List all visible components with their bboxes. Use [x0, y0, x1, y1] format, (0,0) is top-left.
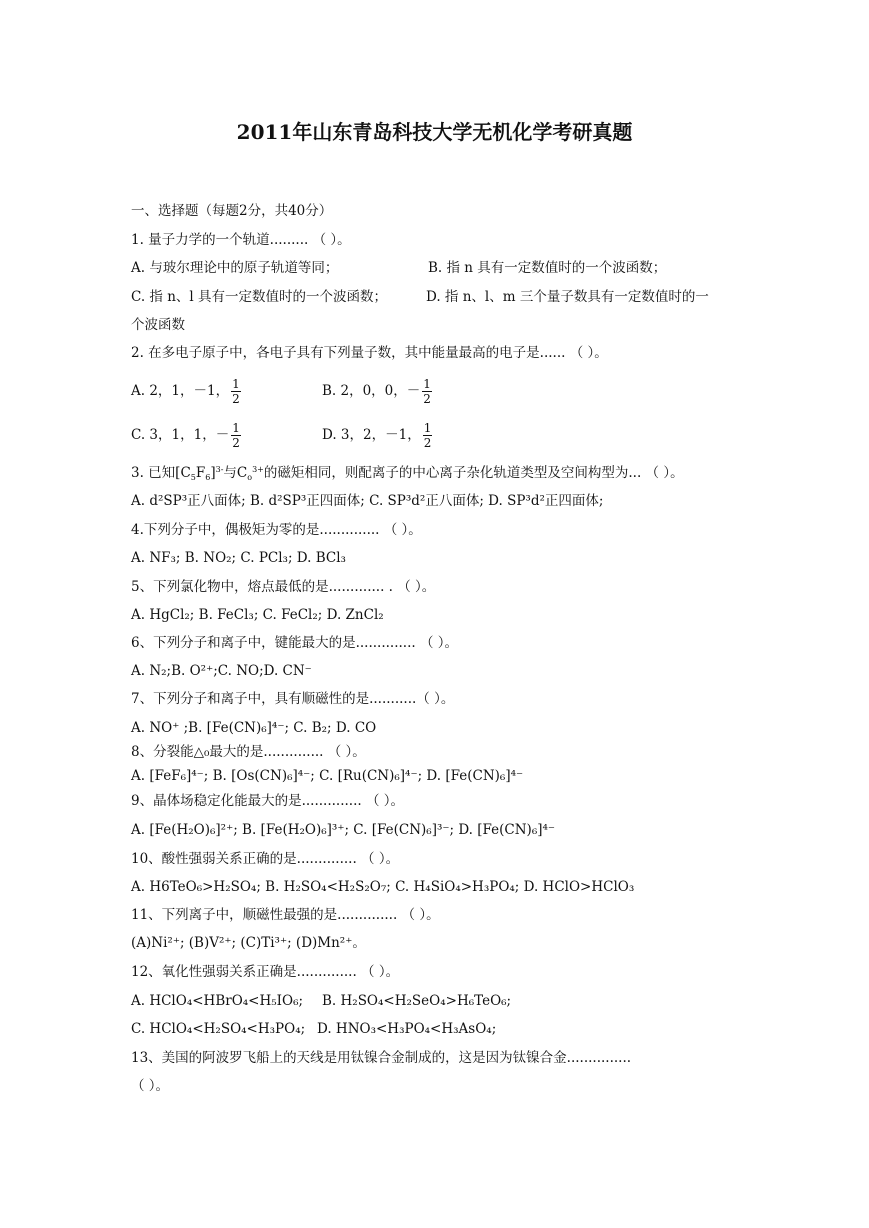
q1-option-b: B. 指 n 具有一定数值时的一个波函数； — [428, 260, 667, 276]
fraction — [422, 377, 432, 406]
q2-option-b-text: B. 2，0，0，－ — [322, 383, 421, 399]
q6-options: A. N₂;B. O²⁺;C. NO;D. CN⁻ — [131, 663, 312, 679]
section-heading: 一、选择题（每题2分，共40分） — [131, 203, 333, 219]
q3-stem: 3. 已知$[C_5F_6]^{3-}$与$C_o^{3+}$的磁矩相同，则配离子的中心离子杂化轨道类型及空间构型为... （ ）。 — [131, 465, 684, 482]
q1-stem: 1. 量子力学的一个轨道......... （ ）。 — [131, 232, 351, 248]
q3-stem-pre: 3. 已知[C — [131, 465, 191, 481]
q12-option-d: D. HNO₃<H₃PO₄<H₃AsO₄; — [317, 1021, 497, 1037]
q2-option-a-text: A. 2，1，－1， — [131, 383, 230, 399]
q12-stem: 12、氧化性强弱关系正确是.............. （ ）。 — [131, 964, 400, 980]
q4-stem: 4.下列分子中，偶极矩为零的是.............. （ ）。 — [131, 522, 422, 538]
q11-options: (A)Ni²⁺; (B)V²⁺; (C)Ti³⁺; (D)Mn²⁺。 — [131, 935, 366, 951]
q9-stem: 9、晶体场稳定化能最大的是.............. （ ）。 — [131, 793, 404, 809]
frac-den: 2 — [232, 436, 240, 450]
q12-option-b: B. H₂SO₄<H₂SeO₄>H₆TeO₆; — [322, 993, 512, 1009]
q3-stem-post: 的磁矩相同，则配离子的中心离子杂化轨道类型及空间构型为... （ ）。 — [263, 465, 684, 481]
q1-option-d: D. 指 n、l、m 三个量子数具有一定数值时的一 — [426, 289, 709, 305]
q1-option-d-cont: 个波函数 — [131, 317, 185, 333]
q2-option-a — [131, 372, 241, 410]
q2-stem: 2. 在多电子原子中，各电子具有下列量子数，其中能量最高的电子是...... （ ）。 — [131, 345, 608, 361]
page-title: 2011年山东青岛科技大学无机化学考研真题 — [236, 120, 633, 144]
q4-options: A. NF₃; B. NO₂; C. PCl₃; D. BCl₃ — [131, 550, 346, 566]
q1-option-c: C. 指 n、l 具有一定数值时的一个波函数； — [131, 289, 388, 305]
q6-stem: 6、下列分子和离子中，键能最大的是.............. （ ）。 — [131, 635, 458, 651]
q3-options: A. d²SP³正八面体; B. d²SP³正四面体; C. SP³d²正八面体; D. SP³d²正四面体; — [131, 493, 604, 509]
q5-stem: 5、下列氯化物中，熔点最低的是............. . （ ）。 — [131, 579, 436, 595]
frac-num: 1 — [423, 421, 432, 435]
q7-stem: 7、下列分子和离子中，具有顺磁性的是...........（ ）。 — [131, 691, 455, 707]
frac-num: 1 — [423, 377, 431, 391]
fraction — [231, 377, 241, 406]
q12-option-a: A. HClO₄<HBrO₄<H₅IO₆; — [131, 993, 304, 1009]
q2-option-d — [322, 416, 432, 454]
fraction — [231, 421, 241, 450]
q2-option-c — [131, 416, 241, 454]
q9-options: A. [Fe(H₂O)₆]²⁺; B. [Fe(H₂O)₆]³⁺; C. [Fe(CN)₆]³⁻; D. [Fe(CN)₆]⁴⁻ — [131, 822, 556, 838]
q8-stem: 8、分裂能△₀最大的是.............. （ ）。 — [131, 744, 366, 760]
q13-stem-cont: （ ）。 — [131, 1078, 170, 1094]
fraction — [423, 421, 433, 450]
frac-num: 1 — [232, 377, 240, 391]
q1-option-a: A. 与玻尔理论中的原子轨道等同； — [131, 260, 339, 276]
frac-num: 1 — [232, 421, 240, 435]
q5-options: A. HgCl₂; B. FeCl₃; C. FeCl₂; D. ZnCl₂ — [131, 607, 384, 623]
q10-stem: 10、酸性强弱关系正确的是.............. （ ）。 — [131, 851, 400, 867]
q2-option-c-text: C. 3，1，1，－ — [131, 427, 230, 443]
q12-option-c: C. HClO₄<H₂SO₄<H₃PO₄; — [131, 1021, 306, 1037]
frac-den: 2 — [423, 392, 431, 406]
q2-option-b — [322, 372, 432, 410]
q8-options: A. [FeF₆]⁴⁻; B. [Os(CN)₆]⁴⁻; C. [Ru(CN)₆]⁴⁻; D. [Fe(CN)₆]⁴⁻ — [131, 768, 524, 784]
q11-stem: 11、下列离子中，顺磁性最强的是.............. （ ）。 — [131, 907, 440, 923]
frac-den: 2 — [232, 392, 240, 406]
frac-den: 2 — [423, 436, 432, 450]
q2-option-d-text: D. 3，2，－1， — [322, 427, 421, 443]
q10-options: A. H6TeO₆>H₂SO₄; B. H₂SO₄<H₂S₂O₇; C. H₄SiO₄>H₃PO₄; D. HClO>HClO₃ — [131, 879, 635, 895]
q7-options: A. NO⁺ ;B. [Fe(CN)₆]⁴⁻; C. B₂; D. CO — [131, 720, 377, 736]
q13-stem: 13、美国的阿波罗飞船上的天线是用钛镍合金制成的，这是因为钛镍合金............... — [131, 1050, 632, 1066]
